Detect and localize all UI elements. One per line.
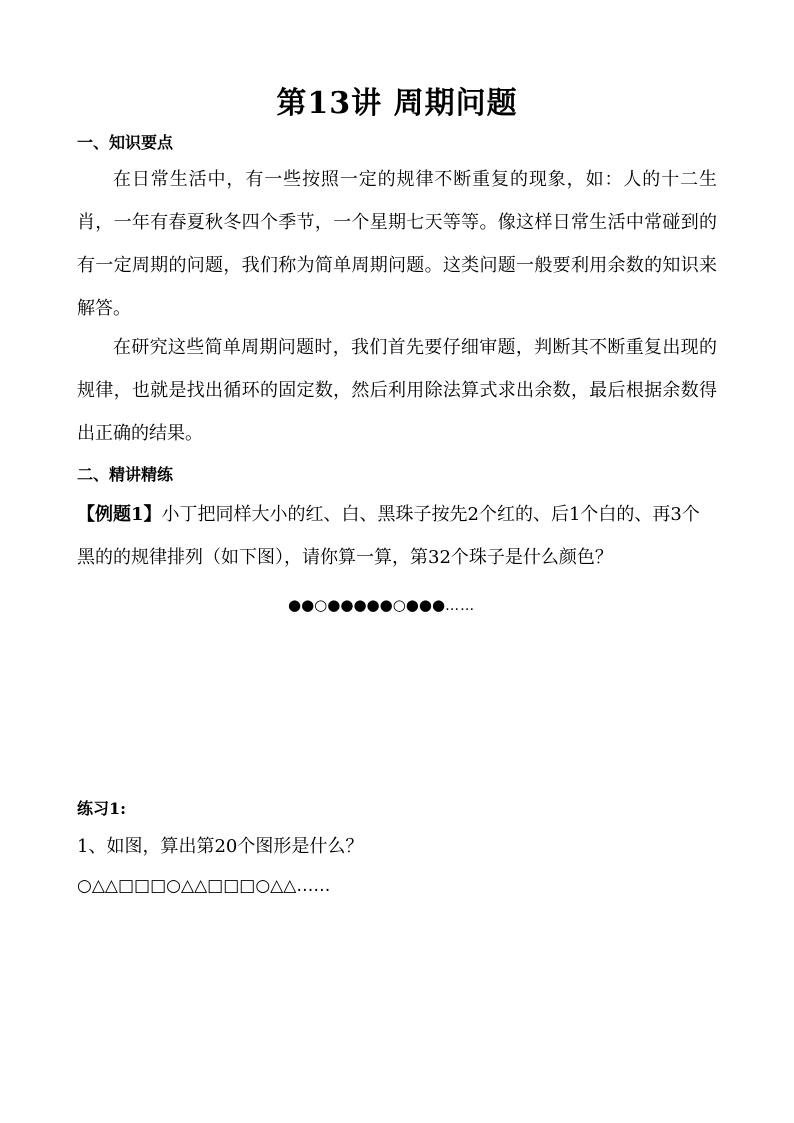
- practice-question: 1、如图，算出第20个图形是什么？: [77, 836, 364, 857]
- bead-ellipsis: ……: [445, 598, 476, 614]
- bead-pattern: ●●○●●●●●○●●●: [288, 596, 446, 614]
- section-heading-knowledge: 一、知识要点: [77, 133, 174, 152]
- example-1: [77, 493, 717, 579]
- example-text: 小丁把同样大小的红、白、黑珠子按先2个红的、后1个白的、再3个黑的的规律排列（如下图），请你算一算，第32个珠子是什么颜色？: [77, 504, 700, 568]
- knowledge-paragraph-1: [77, 158, 717, 330]
- example-tag: 【例题1】: [77, 504, 162, 525]
- paragraph-text: 在研究这些简单周期问题时，我们首先要仔细审题，判断其不断重复出现的规律，也就是找出循环的固定数，然后利用除法算式求出余数，最后根据余数得出正确的结果。: [77, 337, 717, 444]
- knowledge-paragraph-2: [77, 326, 717, 455]
- bead-sequence: [288, 596, 475, 614]
- section-heading-practice: 二、精讲精练: [77, 465, 174, 484]
- practice-title: 练习1:: [77, 799, 127, 818]
- shape-sequence: ○△△□□□○△△□□□○△△……: [77, 876, 331, 896]
- page-title: 第13讲 周期问题: [276, 86, 518, 121]
- paragraph-text: 在日常生活中，有一些按照一定的规律不断重复的现象，如：人的十二生肖，一年有春夏秋冬四个季节，一个星期七天等等。像这样日常生活中常碰到的有一定周期的问题，我们称为简单周期问题。这类问题一般要利用余数的知识来解答。: [77, 169, 717, 319]
